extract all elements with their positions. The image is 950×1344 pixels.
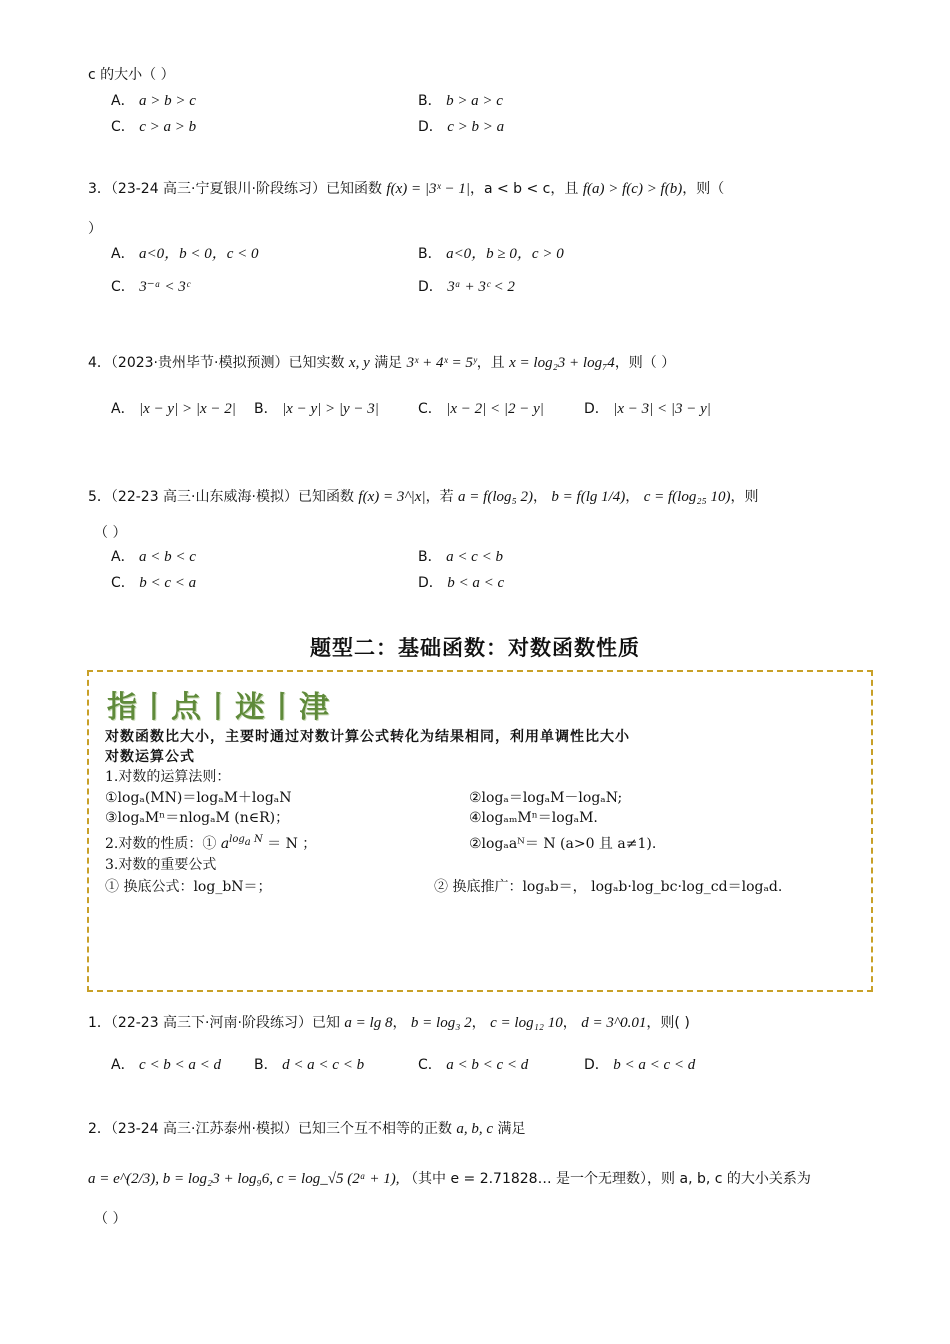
q5-a: a = f(log₅ 2) <box>458 489 533 505</box>
rule-4: ④logₐₘMⁿ＝logₐM. <box>469 810 598 826</box>
question-5: 5．（22-23 高三·山东威海·模拟）已知函数 f(x) = 3^|x|，若 a = f(log₅ 2)， b = f(lg 1/4)， c = f(log₂₅ 10)，则 <box>88 489 759 505</box>
question-3: 3．（23-24 高三·宁夏银川·阶段练习）已知函数 f(x) = |3ˣ − 1|，a < b < c，且 f(a) > f(c) > f(b)，则（ <box>88 181 725 197</box>
q3-option-c: C． 3⁻ᵃ < 3ᶜ <box>111 279 190 295</box>
tips-header: 指丨点丨迷丨津 <box>107 690 331 725</box>
s2-question-1: 1．（22-23 高三下·河南·阶段练习）已知 a = lg 8， b = log₃ 2， c = log₁₂ 10， d = 3^0.01，则( ) <box>88 1015 690 1031</box>
tips-summary: 对数函数比大小，主要时通过对数计算公式转化为结果相同，利用单调性比大小 <box>105 729 630 745</box>
q4-equation-1: 3ˣ + 4ˣ = 5ʸ <box>406 355 477 371</box>
option-b: B． b > a > c <box>418 93 503 109</box>
q3-option-d: D． 3ᵃ + 3ᶜ < 2 <box>418 279 515 295</box>
s2q2-equation: a = e^(2/3), b = log₂3 + log₉6, c = log_√5 (2ᵃ + 1), <box>88 1171 400 1187</box>
property-1-formula: $a^{log_a N}$ <box>220 834 263 852</box>
rule-1: ①logₐ(MN)＝logₐM＋logₐN <box>105 790 292 806</box>
s2q1-b: b = log₃ 2 <box>410 1015 472 1031</box>
rule-3: ③logₐMⁿ＝nlogₐM (n∈R)； <box>105 810 290 826</box>
q4-vars: x, y <box>348 355 370 371</box>
s2q1-option-c: C． a < b < c < d <box>418 1057 529 1073</box>
q5-option-a: A． a < b < c <box>111 549 196 565</box>
q4-option-d: D． |x − 3| < |3 − y| <box>584 401 711 417</box>
tips-box <box>87 670 873 992</box>
q4-option-c: C． |x − 2| < |2 − y| <box>418 401 544 417</box>
s2-question-2: 2．（23-24 高三·江苏泰州·模拟）已知三个互不相等的正数 a, b, c 满足 <box>88 1121 526 1137</box>
s2q1-option-a: A． c < b < a < d <box>111 1057 222 1073</box>
s2q1-d: d = 3^0.01 <box>581 1015 647 1031</box>
q5-option-d: D． b < a < c <box>418 575 505 591</box>
question-4: 4．（2023·贵州毕节·模拟预测）已知实数 x, y 满足 3ˣ + 4ˣ = 5ʸ，且 x = log₂3 + log₇4，则（ ） <box>88 355 676 371</box>
s2q1-option-d: D． b < a < c < d <box>584 1057 696 1073</box>
s2q1-option-b: B． d < a < c < b <box>254 1057 365 1073</box>
property-2: ②logₐaᴺ＝ N (a>0 且 a≠1). <box>469 836 657 852</box>
option-a: A． a > b > c <box>111 93 196 109</box>
s2q1-a: a = lg 8 <box>344 1015 393 1031</box>
q3-option-b: B． a<0，b ≥ 0，c > 0 <box>418 246 564 262</box>
question-intro-text: c 的大小（ ） <box>88 67 175 83</box>
rule-2: ②logₐ＝logₐM－logₐN; <box>469 790 623 806</box>
s2q2-vars: a, b, c <box>456 1121 494 1137</box>
q3-condition: f(a) > f(c) > f(b) <box>582 181 683 197</box>
formulas-title: 3.对数的重要公式 <box>105 857 217 873</box>
q4-option-a: A． |x − y| > |x − 2| <box>111 401 236 417</box>
option-d: D． c > b > a <box>418 119 505 135</box>
tips-subtitle: 对数运算公式 <box>105 749 195 765</box>
question-3-close: ） <box>88 221 102 237</box>
rules-title: 1.对数的运算法则： <box>105 769 231 785</box>
q3-function: f(x) = |3ˣ − 1| <box>386 181 470 197</box>
question-continuation <box>88 64 175 84</box>
q4-option-b: B． |x − y| > |y − 3| <box>254 401 379 417</box>
s2q2-note: （其中 e = 2.71828… 是一个无理数），则 a, b, c 的大小关系为 <box>404 1171 811 1187</box>
q5-b: b = f(lg 1/4) <box>551 489 626 505</box>
q5-function: f(x) = 3^|x| <box>358 489 426 505</box>
q5-option-c: C． b < c < a <box>111 575 197 591</box>
formula-chain: ② 换底推广：logₐb＝， logₐb·log_bc·log_cd＝logₐd. <box>434 879 783 895</box>
section-title: 题型二：基础函数：对数函数性质 <box>310 636 640 660</box>
property-1: 2.对数的性质：① $a^{log_a N} = N$ ； <box>105 834 317 852</box>
s2q1-c: c = log₁₂ 10 <box>490 1015 563 1031</box>
s2-question-2-close: （ ） <box>94 1211 127 1227</box>
q4-equation-2: x = log₂3 + log₇4 <box>509 355 615 371</box>
q3-option-a: A． a<0，b < 0，c < 0 <box>111 246 259 262</box>
s2-question-2-line-2 <box>88 1168 811 1188</box>
formula-change-of-base: ① 换底公式：log_bN＝； <box>105 879 272 895</box>
option-c: C． c > a > b <box>111 119 197 135</box>
q5-c: c = f(log₂₅ 10) <box>643 489 731 505</box>
question-5-close: （ ） <box>94 525 127 541</box>
q5-option-b: B． a < c < b <box>418 549 503 565</box>
